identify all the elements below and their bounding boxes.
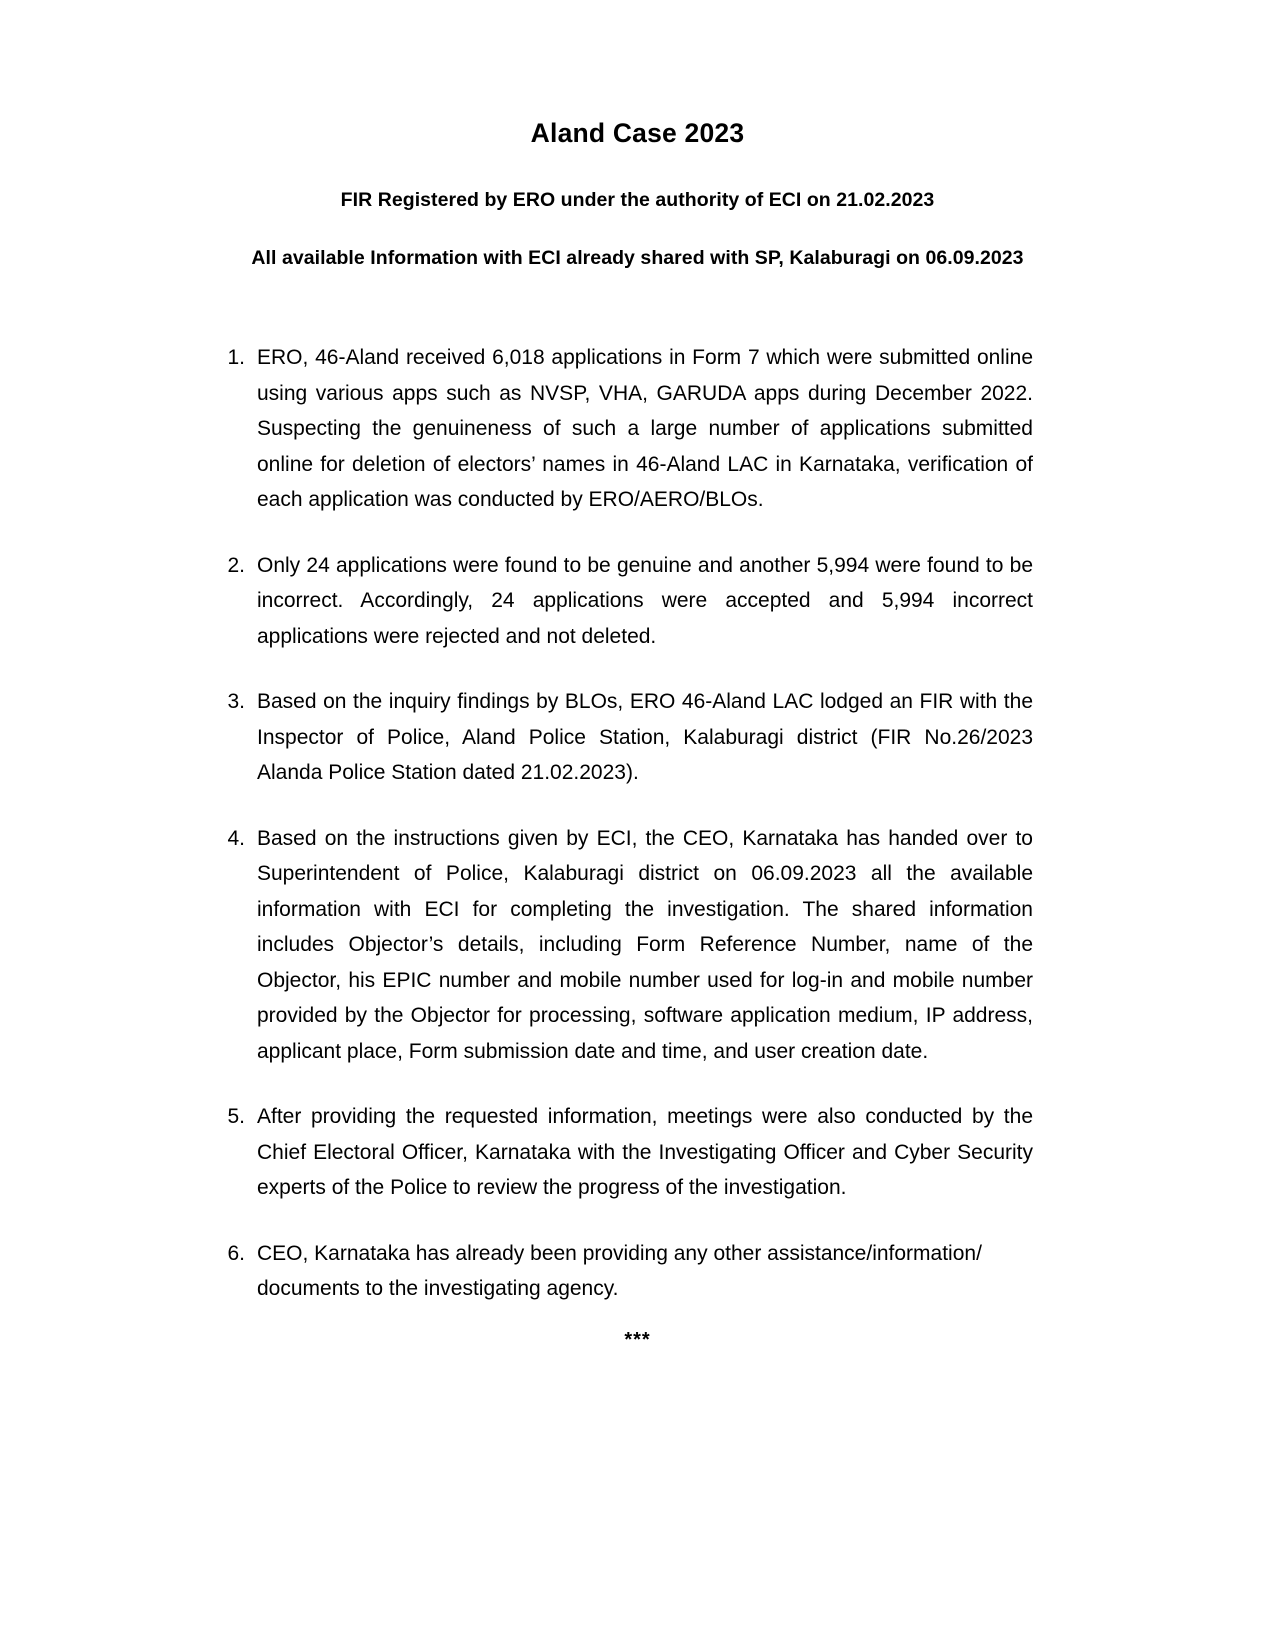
list-item — [215, 340, 1033, 518]
clause-number: 5. — [227, 1105, 245, 1128]
clause-number: 3. — [227, 690, 245, 713]
page-title: Aland Case 2023 — [530, 118, 745, 148]
end-of-document-mark: *** — [624, 1329, 651, 1351]
clause-number: 4. — [227, 826, 245, 850]
clause-text: ERO, 46-Aland received 6,018 applications in Form 7 which were submitted online using various apps such as NVSP, VHA, GARUDA apps during December 2022. Suspecting the genuineness of such a large number of applications submitted online for deletion of electors’ names in 46-Aland LAC in Karnataka, verification of each application was conducted by ERO/AERO/BLOs. — [257, 346, 1033, 511]
list-item — [215, 1236, 1033, 1307]
clause-text: Based on the inquiry findings by BLOs, ERO 46-Aland LAC lodged an FIR with the Inspector of Police, Aland Police Station, Kalaburagi district (FIR No.26/2023 Alanda Police Station dated 21.02.2023). — [257, 690, 1033, 784]
subtitle-fir-registered: FIR Registered by ERO under the authority of ECI on 21.02.2023 — [340, 188, 935, 211]
clause-text: CEO, Karnataka has already been providing any other assistance/information/ documents to the investigating agency. — [257, 1241, 982, 1300]
clause-text: Only 24 applications were found to be genuine and another 5,994 were found to be incorrect. Accordingly, 24 applications were accepted and 5,994 incorrect applications were rejected and not deleted. — [257, 553, 1033, 648]
list-item — [215, 1099, 1033, 1206]
clause-list — [215, 340, 1033, 1307]
clause-number: 2. — [227, 553, 245, 577]
subtitle-information-shared: All available Information with ECI already shared with SP, Kalaburagi on 06.09.2023 — [251, 247, 1024, 270]
clause-number: 1. — [227, 346, 245, 369]
list-item — [215, 548, 1033, 655]
clause-number: 6. — [227, 1241, 245, 1265]
list-item — [215, 684, 1033, 791]
clause-text: Based on the instructions given by ECI, the CEO, Karnataka has handed over to Superintendent of Police, Kalaburagi district on 06.09.2023 all the available information with ECI for completing the investigation. The shared information includes Objector’s details, including Form Reference Number, name of the Objector, his EPIC number and mobile number used for log-in and mobile number provided by the Objector for processing, software application medium, IP address, applicant place, Form submission date and time, and user creation date. — [257, 826, 1033, 1063]
heading-block — [0, 0, 1275, 271]
clause-text: After providing the requested information, meetings were also conducted by the Chief Electoral Officer, Karnataka with the Investigating Officer and Cyber Security experts of the Police to review the progress of the investigation. — [257, 1105, 1033, 1199]
list-item — [215, 821, 1033, 1070]
